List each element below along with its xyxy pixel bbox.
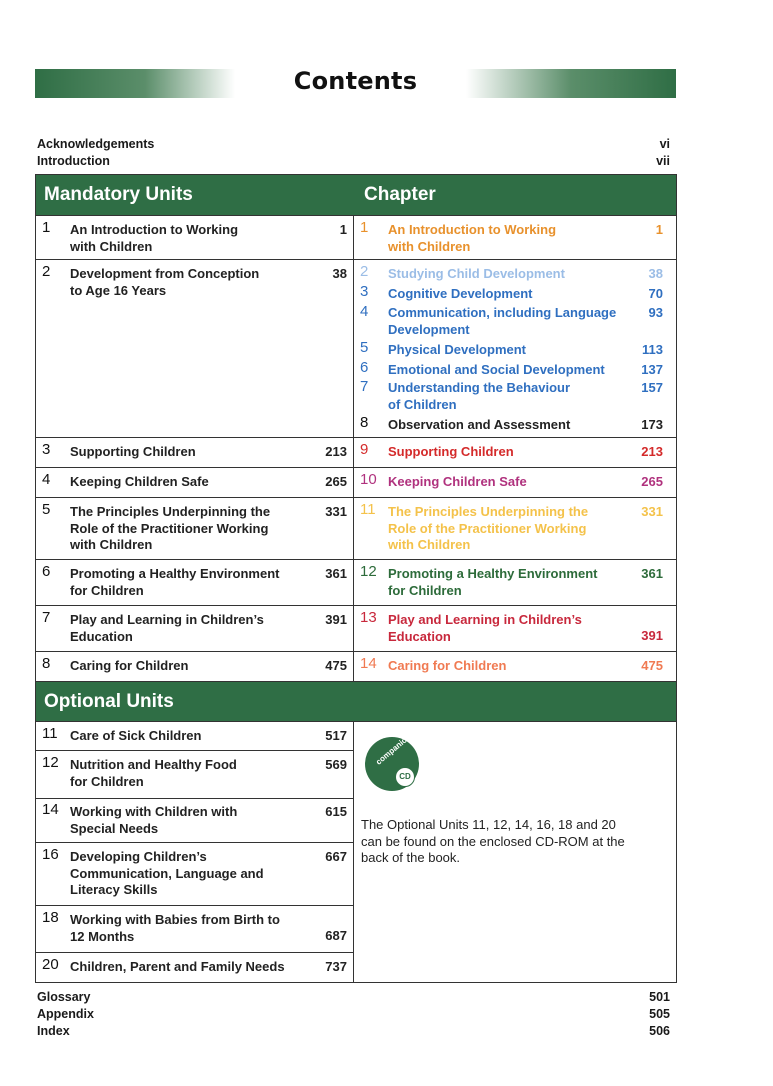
chapter-title-line: Studying Child Development [388, 266, 565, 281]
chapter-page: 173 [641, 417, 663, 432]
chapter-page: 93 [648, 305, 663, 320]
chapter-page: 391 [641, 628, 663, 643]
chapter-number: 6 [360, 359, 369, 376]
unit-title-line: Developing Children’s [70, 849, 207, 864]
table-row [36, 651, 676, 681]
unit-title-line: An Introduction to Working [70, 222, 239, 237]
table-row [36, 437, 676, 467]
chapter-page: 70 [648, 286, 663, 301]
chapter-page: 113 [642, 342, 663, 357]
unit-number: 11 [42, 725, 58, 742]
chapter-title-line: Education [388, 628, 451, 644]
chapter-title-line: An Introduction to Working [388, 222, 557, 237]
unit-title-line: Keeping Children Safe [70, 474, 209, 489]
optional-row [36, 798, 353, 842]
chapter-title-line: Communication, including Language [388, 305, 617, 320]
unit-page: 517 [325, 728, 347, 743]
chapter-title-line: of Children [388, 396, 457, 412]
cd-note-line: back of the book. [361, 850, 461, 865]
chapter-title-line: Physical Development [388, 342, 526, 357]
chapter-title-line: Caring for Children [388, 658, 507, 673]
chapter-number: 8 [360, 414, 369, 431]
unit-page: 361 [325, 566, 347, 581]
cd-note [361, 817, 661, 867]
table-row [36, 467, 676, 497]
unit-title-line: Special Needs [70, 820, 159, 836]
chapter-page: 361 [641, 566, 663, 581]
front-matter-label: Acknowledgements [37, 137, 155, 151]
chapter-page: 265 [641, 474, 663, 489]
table-row [36, 215, 676, 259]
unit-number: 18 [42, 909, 59, 926]
unit-title-line: for Children [70, 773, 144, 789]
chapter-title-line: Emotional and Social Development [388, 362, 605, 377]
unit-number: 8 [42, 655, 51, 672]
cd-hole-label: CD [395, 767, 415, 787]
chapter-number: 12 [360, 563, 377, 580]
chapter-number: 3 [360, 283, 369, 300]
chapter-number: 9 [360, 441, 369, 458]
chapter-title-line: for Children [388, 582, 462, 598]
unit-page: 615 [325, 804, 347, 819]
cd-note-line: can be found on the enclosed CD-ROM at the [361, 833, 625, 849]
cd-arc-label: companion [374, 732, 413, 767]
unit-page: 38 [332, 266, 347, 281]
chapter-title-line: with Children [388, 238, 471, 254]
unit-page: 737 [325, 959, 347, 974]
unit-title-line: Caring for Children [70, 658, 189, 673]
back-matter-label: Glossary [37, 990, 91, 1004]
unit-number: 6 [42, 563, 51, 580]
back-matter-label: Appendix [37, 1007, 94, 1021]
unit-title-line: Children, Parent and Family Needs [70, 959, 285, 974]
chapter-title-line: Role of the Practitioner Working [388, 520, 587, 536]
unit-title-line: Care of Sick Children [70, 728, 202, 743]
chapter-number: 5 [360, 339, 369, 356]
chapter-title-line: Development [388, 321, 470, 337]
unit-page: 391 [325, 612, 347, 627]
unit-title-line: Role of the Practitioner Working [70, 520, 269, 536]
unit-number: 16 [42, 846, 59, 863]
chapter-title-line: Cognitive Development [388, 286, 533, 301]
unit-number: 4 [42, 471, 51, 488]
unit-page: 1 [339, 222, 347, 237]
unit-page: 213 [325, 444, 347, 459]
chapter-number: 14 [360, 655, 377, 672]
chapter-page: 331 [641, 504, 663, 519]
unit-title-line: Communication, Language and [70, 865, 264, 881]
cd-note-line: The Optional Units 11, 12, 14, 16, 18 and 20 [361, 817, 616, 832]
unit-number: 1 [42, 219, 51, 236]
chapter-number: 7 [360, 378, 369, 395]
unit-title-line: with Children [70, 238, 153, 254]
front-matter-page: vii [656, 154, 670, 168]
header-mandatory-units: Mandatory Units [44, 184, 193, 205]
chapter-title-line: Play and Learning in Children’s [388, 612, 582, 627]
table-header-optional [36, 681, 676, 721]
back-matter-page: 506 [649, 1024, 670, 1038]
optional-row [36, 722, 353, 750]
chapter-number: 10 [360, 471, 377, 488]
chapter-page: 38 [648, 266, 663, 281]
unit-title-line: for Children [70, 582, 144, 598]
chapter-page: 475 [641, 658, 663, 673]
unit-number: 2 [42, 263, 51, 280]
table-row [36, 259, 676, 437]
unit-page: 667 [325, 849, 347, 864]
back-matter-label: Index [37, 1024, 70, 1038]
unit-page: 687 [325, 928, 347, 943]
table-row [36, 559, 676, 605]
back-matter-page: 501 [649, 990, 670, 1004]
unit-title-line: to Age 16 Years [70, 282, 167, 298]
chapter-title-line: The Principles Underpinning the [388, 504, 589, 519]
table-header-mandatory [36, 175, 676, 215]
chapter-number: 2 [360, 263, 369, 280]
unit-title-line: Working with Children with [70, 804, 238, 819]
unit-title-line: Development from Conception [70, 266, 260, 281]
unit-title-line: The Principles Underpinning the [70, 504, 271, 519]
chapter-title-line: Supporting Children [388, 444, 514, 459]
unit-title-line: 12 Months [70, 928, 135, 944]
chapter-number: 11 [360, 501, 376, 518]
chapter-number: 13 [360, 609, 377, 626]
header-chapter: Chapter [354, 175, 676, 215]
chapter-title-line: Understanding the Behaviour [388, 380, 571, 395]
header-optional-units: Optional Units [44, 691, 174, 712]
page-title: Contents [293, 67, 418, 95]
unit-title-line: Supporting Children [70, 444, 196, 459]
unit-number: 7 [42, 609, 51, 626]
front-matter-page: vi [659, 137, 670, 151]
optional-row [36, 905, 353, 952]
unit-title-line: Nutrition and Healthy Food [70, 757, 237, 772]
chapter-title-line: Promoting a Healthy Environment [388, 566, 598, 581]
title-band [35, 69, 676, 98]
unit-title-line: Literacy Skills [70, 882, 158, 897]
front-matter-label: Introduction [37, 154, 110, 168]
contents-table [35, 174, 677, 983]
chapter-page: 157 [641, 380, 663, 395]
optional-row [36, 842, 353, 905]
unit-number: 5 [42, 501, 51, 518]
unit-title-line: Promoting a Healthy Environment [70, 566, 280, 581]
table-row [36, 497, 676, 559]
unit-title-line: with Children [70, 537, 153, 552]
companion-cd-icon [365, 732, 419, 791]
chapter-page: 1 [655, 222, 663, 237]
optional-row [36, 952, 353, 982]
unit-number: 12 [42, 754, 59, 771]
optional-units-block [36, 721, 676, 982]
back-matter-page: 505 [649, 1007, 670, 1021]
unit-number: 20 [42, 956, 59, 973]
chapter-number: 1 [360, 219, 369, 236]
unit-page: 569 [325, 757, 347, 772]
unit-title-line: Play and Learning in Children’s [70, 612, 264, 627]
chapter-page: 137 [641, 362, 663, 377]
unit-number: 3 [42, 441, 51, 458]
unit-title-line: Working with Babies from Birth to [70, 912, 280, 927]
chapter-title-line: Observation and Assessment [388, 417, 571, 432]
table-row [36, 605, 676, 651]
unit-title-line: Education [70, 628, 133, 644]
chapter-title-line: Keeping Children Safe [388, 474, 527, 489]
chapter-number: 4 [360, 303, 369, 320]
chapter-page: 213 [641, 444, 663, 459]
unit-page: 475 [325, 658, 347, 673]
unit-page: 331 [325, 504, 347, 519]
unit-page: 265 [325, 474, 347, 489]
chapter-title-line: with Children [388, 537, 471, 552]
optional-row [36, 750, 353, 798]
unit-number: 14 [42, 801, 59, 818]
